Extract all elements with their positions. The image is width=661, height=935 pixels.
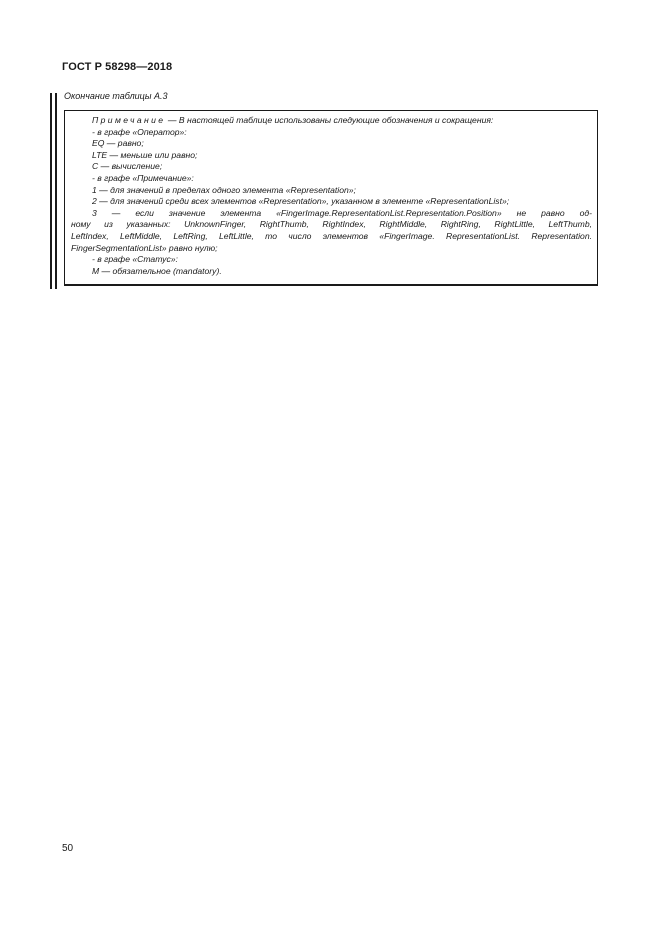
document-header: ГОСТ Р 58298—2018	[62, 61, 173, 73]
note-box	[64, 110, 598, 286]
lte-definition: LTE — меньше или равно;	[92, 149, 198, 160]
note-label: Примечание	[92, 115, 166, 125]
note-intro-line	[71, 115, 592, 127]
remark-heading: - в графе «Примечание»:	[92, 172, 194, 183]
remark-item-3-line-2: ному из указанных: UnknownFinger, RightThumb, RightIndex, RightMiddle, RightRing, RightLittle, LeftThumb,	[71, 219, 592, 230]
operator-heading: - в графе «Оператор»:	[92, 126, 187, 137]
remark-item-3-line-4: FingerSegmentationList» равно нулю;	[71, 242, 218, 253]
remark-item-3-line-3: LeftIndex, LeftMiddle, LeftRing, LeftLittle, то число элементов «FingerImage. RepresentationList. Representation.	[71, 230, 592, 241]
remark-item-3-line-1: 3 — если значение элемента «FingerImage.RepresentationList.Representation.Position» не равно од-	[92, 207, 592, 218]
page-number: 50	[62, 843, 74, 854]
remark-item-1: 1 — для значений в пределах одного элемента «Representation»;	[92, 184, 356, 195]
change-bar-line	[55, 93, 57, 289]
note-intro: — В настоящей таблице использованы следующие обозначения и сокращения:	[165, 115, 494, 125]
change-bar-marker	[50, 93, 58, 289]
m-definition: М — обязательное (mandatory).	[92, 265, 222, 276]
remark-item-2: 2 — для значений среди всех элементов «Representation», указанном в элементе «RepresentationList»;	[92, 196, 510, 207]
eq-definition: EQ — равно;	[92, 138, 144, 149]
change-bar-line	[50, 93, 52, 289]
status-heading: - в графе «Статус»:	[92, 254, 178, 265]
c-definition: С — вычисление;	[92, 161, 163, 172]
table-caption: Окончание таблицы А.3	[64, 91, 168, 101]
